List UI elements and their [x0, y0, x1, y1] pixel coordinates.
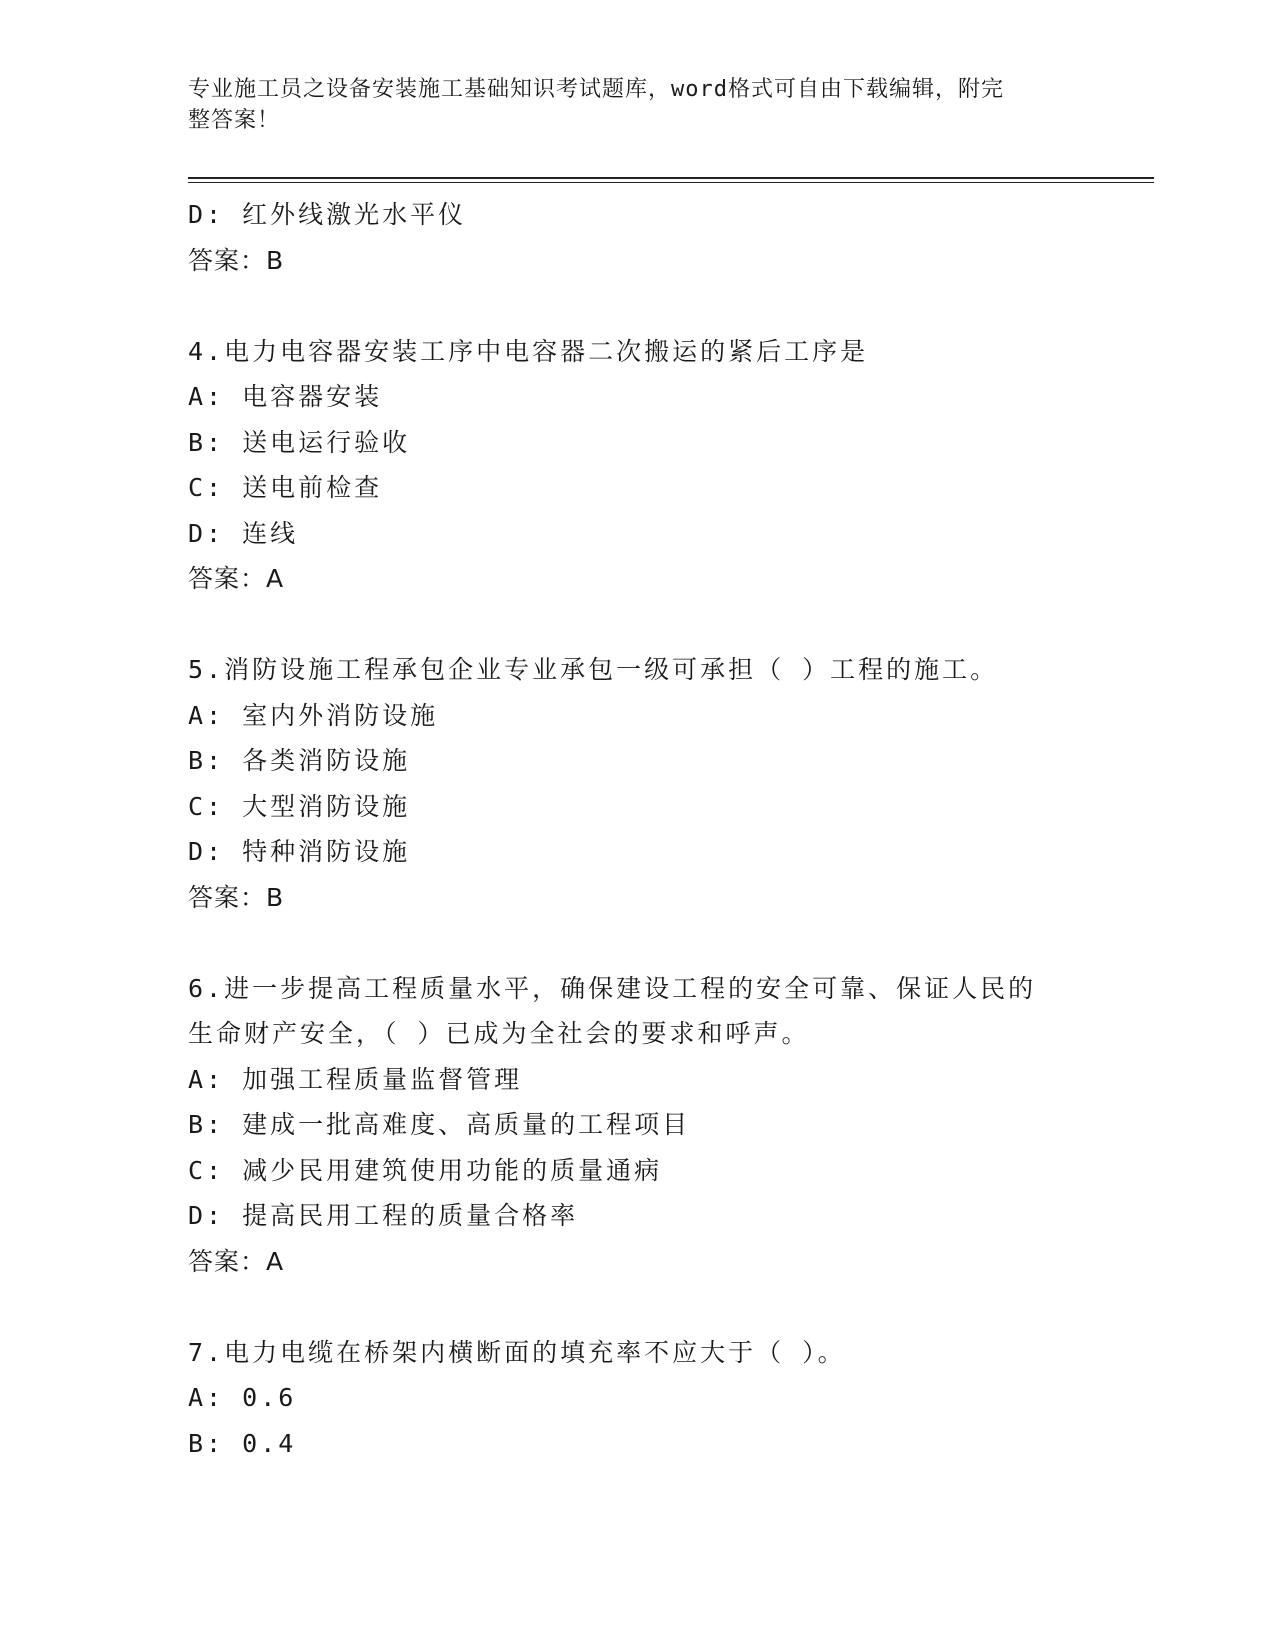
header-line-2: 整答案！: [188, 108, 281, 133]
question-list: [188, 192, 1088, 1466]
option-d: D: 提高民用工程的质量合格率: [188, 1201, 579, 1230]
option-a: A: 加强工程质量监督管理: [188, 1064, 523, 1094]
spacer: [188, 920, 1088, 966]
option-a: A: 0.6: [188, 1383, 297, 1412]
option-b: B: 各类消防设施: [188, 746, 411, 775]
option-c: C: 减少民用建筑使用功能的质量通病: [188, 1155, 663, 1185]
question-text-line-1: 6.进一步提高工程质量水平，确保建设工程的安全可靠、保证人民的: [188, 973, 1037, 1003]
option-a: A: 电容器安装: [188, 382, 383, 411]
option-d: D: 红外线激光水平仪: [188, 200, 467, 229]
option-c: C: 大型消防设施: [188, 791, 411, 821]
question-text-line-2: 生命财产安全，（ ）已成为全社会的要求和呼声。: [188, 1019, 810, 1048]
option-a: A: 室内外消防设施: [188, 700, 439, 730]
answer-label: 答案：A: [188, 564, 285, 593]
question-text: 5.消防设施工程承包企业专业承包一级可承担（ ）工程的施工。: [188, 655, 999, 684]
question-item: [188, 966, 1088, 1285]
option-b: B: 建成一批高难度、高质量的工程项目: [188, 1110, 691, 1139]
page-header: [188, 74, 1068, 136]
spacer: [188, 283, 1088, 329]
answer-label: 答案：A: [188, 1246, 285, 1276]
answer-label: 答案：B: [188, 245, 285, 275]
option-d: D: 特种消防设施: [188, 837, 411, 866]
question-text: 4.电力电容器安装工序中电容器二次搬运的紧后工序是: [188, 336, 869, 366]
header-divider-thick: [188, 177, 1154, 179]
option-b: B: 送电运行验收: [188, 427, 411, 457]
question-item: [188, 1330, 1088, 1467]
answer-label: 答案：B: [188, 882, 285, 912]
header-line-1: 专业施工员之设备安装施工基础知识考试题库，word格式可自由下载编辑，附完: [188, 77, 1004, 102]
header-divider-thin: [188, 182, 1154, 183]
option-d: D: 连线: [188, 518, 299, 548]
question-text: 7.电力电缆在桥架内横断面的填充率不应大于（ ）。: [188, 1337, 846, 1367]
option-b: B: 0.4: [188, 1428, 297, 1458]
question-item: [188, 647, 1088, 920]
spacer: [188, 602, 1088, 648]
question-item: [188, 329, 1088, 602]
spacer: [188, 1284, 1088, 1330]
option-c: C: 送电前检查: [188, 473, 383, 502]
